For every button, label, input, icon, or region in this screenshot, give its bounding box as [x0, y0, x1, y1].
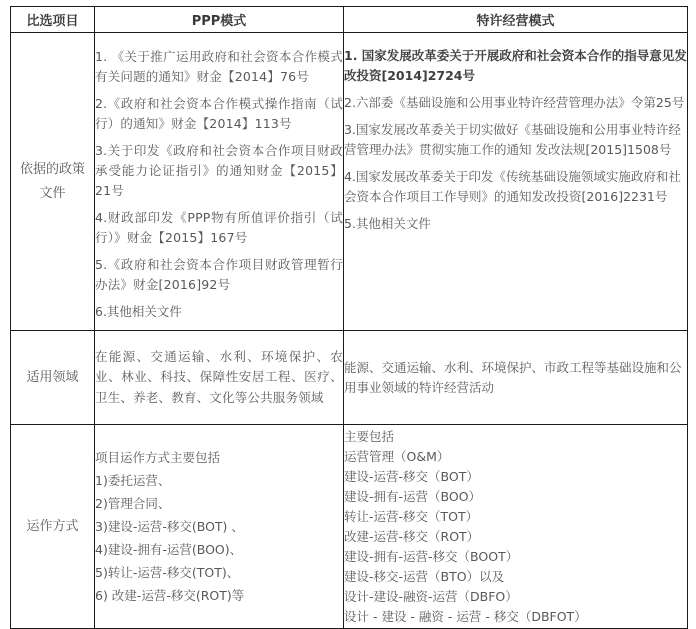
concession-mode-item: 改建-运营-移交（ROT）	[344, 529, 480, 544]
comparison-table	[10, 6, 688, 629]
row-policy-documents	[11, 33, 688, 331]
row-label-policy-documents	[11, 33, 95, 331]
ppp-policy-item: 4.财政部印发《PPP物有所值评价指引（试行）》财金【2015】167号	[95, 210, 343, 245]
ppp-mode-item: 3)建设-运营-移交(BOT) 、	[95, 519, 244, 534]
ppp-mode-item: 5)转让-运营-移交(TOT)、	[95, 565, 240, 580]
ppp-mode-item: 项目运作方式主要包括	[95, 450, 221, 465]
ppp-mode-item: 4)建设-拥有-运营(BOO)、	[95, 542, 243, 557]
concession-mode-item: 设计-建设-融资-运营（DBFO）	[344, 589, 518, 604]
concession-policy-item: 5.其他相关文件	[344, 216, 431, 231]
ppp-fields-text: 在能源、交通运输、水利、环境保护、农业、林业、科技、保障性安居工程、医疗、卫生、养老、教育、文化等公共服务领域	[95, 348, 343, 405]
concession-mode-item: 建设-移交-运营（BTO）以及	[344, 569, 505, 584]
row-label-operation-modes: 运作方式	[11, 425, 95, 629]
ppp-fields-cell	[95, 331, 344, 425]
concession-policy-item: 3.国家发展改革委关于切实做好《基础设施和公用事业特许经营管理办法》贯彻实施工作的通知 发改法规[2015]1508号	[344, 122, 681, 157]
header-concession-mode: 特许经营模式	[344, 7, 688, 33]
header-row	[11, 7, 688, 33]
ppp-mode-item: 6) 改建-运营-移交(ROT)等	[95, 588, 245, 603]
label-line: 文件	[39, 185, 66, 201]
concession-fields-text: 能源、交通运输、水利、环境保护、市政工程等基础设施和公用事业领域的特许经营活动	[344, 359, 682, 395]
ppp-policy-item: 3.关于印发《政府和社会资本合作项目财政承受能力论证指引》的通知财金【2015】21号	[95, 143, 343, 198]
ppp-policy-cell	[95, 33, 344, 331]
concession-modes-cell	[344, 425, 688, 629]
concession-mode-item: 设计 - 建设 - 融资 - 运营 - 移交（DBFOT）	[344, 609, 587, 624]
row-applicable-fields	[11, 331, 688, 425]
concession-policy-item: 4.国家发展改革委关于印发《传统基础设施领域实施政府和社会资本合作项目工作导则》的通知发改投资[2016]2231号	[344, 169, 681, 204]
concession-mode-item: 建设-拥有-运营-移交（BOOT）	[344, 549, 519, 564]
concession-mode-item: 建设-拥有-运营（BOO）	[344, 489, 482, 504]
ppp-mode-item: 2)管理合同、	[95, 496, 171, 511]
concession-policy-item: 1. 国家发展改革委关于开展政府和社会资本合作的指导意见发改投资[2014]2724号	[344, 48, 687, 83]
label-line: 依据的政策	[19, 161, 85, 177]
concession-policy-cell	[344, 33, 688, 331]
ppp-policy-item: 1. 《关于推广运用政府和社会资本合作模式有关问题的通知》财金【2014】76号	[95, 49, 343, 84]
ppp-policy-item: 5.《政府和社会资本合作项目财政管理暂行办法》财金[2016]92号	[95, 257, 343, 292]
concession-mode-item: 主要包括	[344, 429, 395, 444]
ppp-mode-item: 1)委托运营、	[95, 473, 171, 488]
ppp-policy-item: 2.《政府和社会资本合作模式操作指南（试行）的通知》财金【2014】113号	[95, 96, 343, 131]
row-label-applicable-fields: 适用领域	[11, 331, 95, 425]
concession-mode-item: 转让-运营-移交（TOT）	[344, 509, 479, 524]
header-ppp-mode: PPP模式	[95, 7, 344, 33]
header-comparison-item: 比选项目	[11, 7, 95, 33]
concession-mode-item: 建设-运营-移交（BOT）	[344, 469, 479, 484]
ppp-modes-cell	[95, 425, 344, 629]
concession-fields-cell	[344, 331, 688, 425]
concession-policy-item: 2.六部委《基础设施和公用事业特许经营管理办法》令第25号	[344, 95, 685, 110]
row-operation-modes	[11, 425, 688, 629]
concession-mode-item: 运营管理（O&M）	[344, 449, 450, 464]
ppp-policy-item: 6.其他相关文件	[95, 304, 182, 319]
